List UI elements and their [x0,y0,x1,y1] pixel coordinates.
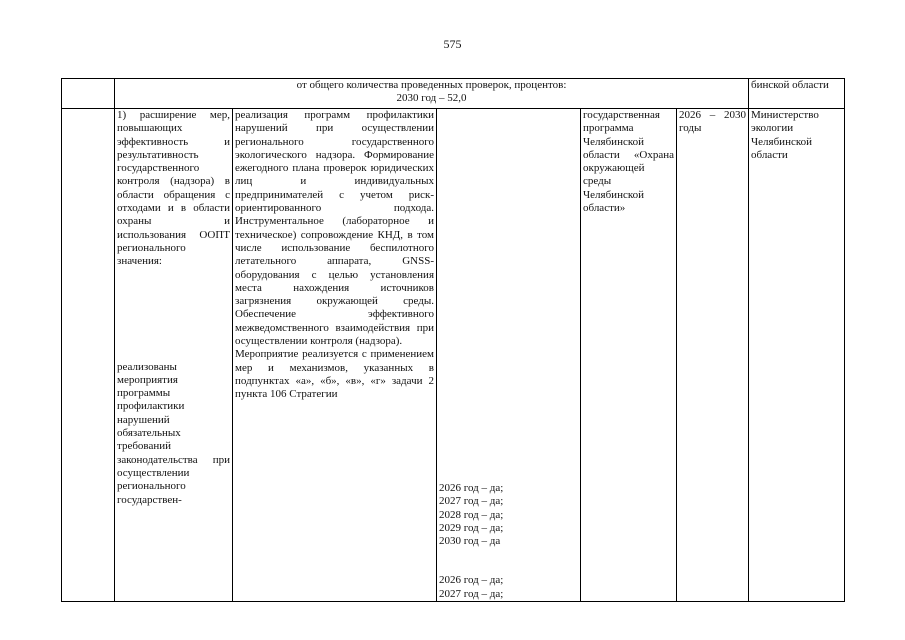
period-cell [677,109,749,602]
empty-cell [62,79,115,109]
page-number: 575 [443,37,462,51]
result-line: 2029 год – да; [439,521,504,534]
table-header-row [62,79,845,109]
measure-paragraph-1: реализация программ профилактики нарушений при осуществлении регионального государственного экологического надзора. Формирование ежегодного плана проверок юридических лиц и индивидуальных предпринимателей с учетом риск-ориентированного подхода. Инструментальное (лабораторное и техническое) сопровождение КНД, в том числе использование беспилотного летательного аппарата, GNSS-оборудования с целью установления места нахождения источников загрязнения окружающей среды. Обеспечение эффективного межведомственного взаимодействия при осуществлении контроля (надзора). [235,109,434,348]
responsible-text: Министерство экологии Челябинской области [751,109,819,161]
spacer [439,109,578,482]
task-item-2: реализованы мероприятия программы профилактики нарушений обязательных требований законодательства при осуществлении регионального государствен- [117,360,230,506]
result-line: 2030 год – да [439,535,501,548]
program-text: государственная программа Челябинской области «Охрана окружающей среды Челябинской области» [583,109,674,215]
result-line: 2027 год – да; [439,587,504,600]
empty-cell [62,109,115,602]
result-line: 2026 год – да; [439,574,504,587]
measures-cell [233,109,437,602]
results-cell [437,109,581,602]
spacer [117,269,230,361]
indicator-line: от общего количества проведенных проверок, процентов: [296,79,567,91]
task-item-1: 1) расширение мер, повышающих эффективность и результативность государственного контроля (надзора) в области обращения с отходами и в области охраны и использования ООПТ регионального значения: [117,109,230,268]
responsible-cell [749,109,845,602]
result-line: 2026 год – да; [439,482,504,494]
spacer [439,548,578,574]
responsible-cell-tail [749,79,845,109]
result-line: 2027 год – да; [439,495,504,508]
table-row [62,109,845,602]
measure-paragraph-2: Мероприятие реализуется с применением мер и механизмов, указанных в подпунктах «а», «б», «в», «г» задачи 2 пункта 106 Стратегии [235,348,434,401]
result-line: 2028 год – да; [439,508,504,521]
plan-table [61,78,845,602]
tasks-cell [115,109,233,602]
responsible-tail-text: бинской области [751,79,829,91]
indicator-cell [115,79,749,109]
program-cell [581,109,677,602]
period-text: 2026 – 2030 годы [679,109,746,135]
indicator-line: 2030 год – 52,0 [396,92,467,105]
